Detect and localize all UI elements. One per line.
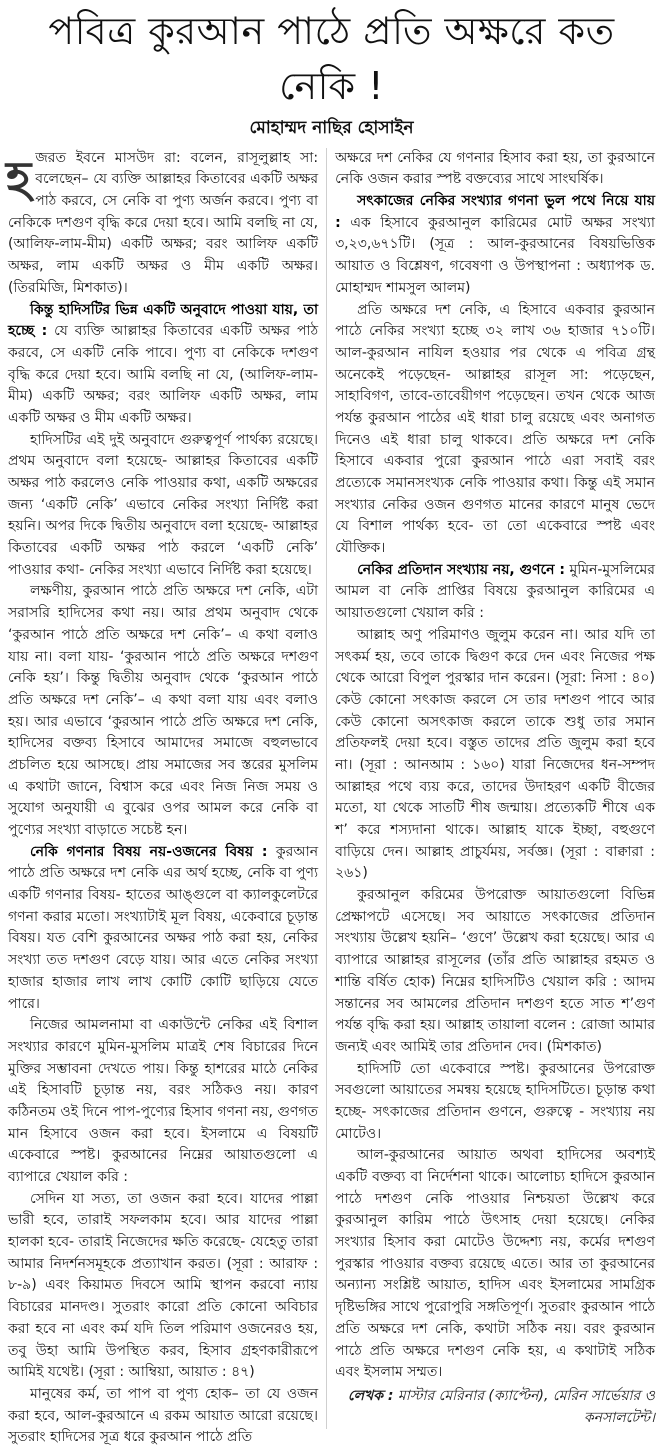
article-header [0,0,663,142]
paragraph-text: জরত ইবনে মাসউদ রা: বলেন, রাসূলুল্লাহ সা: বলেছেন– যে ব্যক্তি আল্লাহর কিতাবের একটি অক্ষর পাঠ করবে, সে নেকি বা পুণ্য অর্জন করবে। পুণ্য বা নেকিকে দশগুণ বৃদ্ধি করে দেয়া হবে। আমি বলছি না যে, (আলিফ-লাম-মীম) একটি অক্ষর; বরং আলিফ একটি অক্ষর, লাম একটি অক্ষর ও মীম একটি অক্ষর। (তিরমিজি, মিশকাত)। [8,149,319,296]
article-body [0,148,663,1449]
paragraph-text: যে ব্যক্তি আল্লাহর কিতাবের একটি অক্ষর পাঠ করবে, সে একটি নেকি পাবে। পুণ্য বা নেকিকে দশগুণ বৃদ্ধি করে দেয়া হবে। আমি বলছি না যে, (আলিফ-লাম-মীম) একটি অক্ষর; বরং আলিফ একটি অক্ষর, লাম একটি অক্ষর ও মীম একটি অক্ষর। [8,323,319,426]
paragraph [8,148,318,300]
paragraph: আল্লাহ অণু পরিমাণও জুলুম করেন না। আর যদি তা সৎকর্ম হয়, তবে তাকে দ্বিগুণ করে দেন এবং নিজের পক্ষ থেকে আরো বিপুল পুরস্কার দান করেন। (সূরা: নিসা : ৪০) কেউ কোনো সৎকাজ করলে সে তার দশগুণ পাবে আর কেউ কোনো অসৎকাজ করলে তাকে শুধু তার সমান প্রতিফলই দেয়া হবে। বস্তুত তাদের প্রতি জুলুম করা হবে না। (সূরা : আনআম : ১৬০) যারা নিজেদের ধন-সম্পদ আল্লাহর পথে ব্যয় করে, তাদের উদাহরণ একটি বীজের মতো, যা থেকে সাতটি শীষ জন্মায়। প্রত্যেকটি শীষে এক শ’ করে শস্যদানা থাকে। আল্লাহ যাকে ইচ্ছা, বহুগুণে বাড়িয়ে দেন। আল্লাহ প্রাচুর্যময়, সর্বজ্ঞ। (সূরা : বাক্বারা : ২৬১) [335,626,655,882]
subheading: নেকির প্রতিদান সংখ্যায় নয়, গুণনে : [357,561,565,578]
author-credentials: মাস্টার মেরিনার (ক্যাপ্টেন), মেরিন সার্ভেয়ার ও কনসালটেন্ট। [393,1387,655,1426]
author-label: লেখক : [347,1387,394,1404]
paragraph-text: মুমিন-মুসলিমের আমল বা নেকি প্রাপ্তির বিষয়ে কুরআনুল কারিমের এ আয়াতগুলো খেয়াল করি : [335,561,655,622]
left-column [8,148,326,1449]
author-byline: মোহাম্মদ নাছির হোসাইন [249,118,414,139]
paragraph: সেদিন যা সত্য, তা ওজন করা হবে। যাদের পাল্লা ভারী হবে, তারাই সফলকাম হবে। আর যাদের পাল্লা হালকা হবে- তারাই নিজেদের ক্ষতি করেছে- যেহেতু তারা আমার নিদর্শনসমূহকে প্রত্যাখান করত। (সূরা : আরাফ : ৮-৯) এবং কিয়ামত দিবসে আমি স্থাপন করবো ন্যায় বিচারের মানদণ্ড। সুতরাং কারো প্রতি কোনো অবিচার করা হবে না এবং কর্ম যদি তিল পরিমাণ ওজনেরও হয়, তবু উহা আমি উপস্থিত করব, হিসাব গ্রহণকারীরূপে আমিই যথেষ্ট। (সূরা : আম্বিয়া, আয়াত : ৪৭) [8,1190,319,1381]
article-title: পবিত্র কুরআন পাঠে প্রতি অক্ষরে কত নেকি ! [48,9,615,109]
drop-cap: হ [6,150,32,207]
paragraph: মানুষের কর্ম, তা পাপ বা পুণ্য হোক– তা যে ওজন করা হবে, আল-কুরআনে এ রকম আয়াত আরো রয়েছে। সুতরাং হাদিসের সূত্র ধরে কুরআন পাঠে প্রতি [8,1385,319,1446]
subheading: সৎকাজের নেকির সংখ্যার গণনা ভুল পথে নিয়ে যায় : [335,193,655,231]
paragraph [8,842,318,1016]
author-note [335,1386,655,1429]
paragraph: লক্ষণীয়, কুরআন পাঠে প্রতি অক্ষরে দশ নেকি, এটা সরাসরি হাদিসের কথা নয়। আর প্রথম অনুবাদ থেকে ‘কুরআন পাঠে প্রতি অক্ষরে দশ নেকি’– এ কথা বলাও যায় না। বলা যায়- ‘কুরআন পাঠে প্রতি অক্ষরে দশগুণ নেকি হয়’। কিন্তু দ্বিতীয় অনুবাদ থেকে ‘কুরআন পাঠে প্রতি অক্ষরে দশ নেকি’– এ কথা বলা যায় এবং বলাও হয়। আর এভাবে ‘কুরআন পাঠে প্রতি অক্ষরে দশ নেকি, হাদিসের বক্তব্য হিসাবে আমাদের সমাজে বহুলভাবে প্রচলিত হয়ে আসছে। প্রায় সমাজের সব স্তরের মুসলিম এ কথাটা জানে, বিশ্বাস করে এবং নিজ নিজ সময় ও সুযোগ অনুযায়ী এ বুঝের ওপর আমল করে নেকি বা পুণ্যের সংখ্যা বাড়াতে সচেষ্ট হন। [8,583,319,838]
paragraph-text: কুরআন পাঠে প্রতি অক্ষরে দশ নেকি এর অর্থ হচ্ছে, নেকি বা পুণ্য একটি গণনার বিষয়- হাতের আঙ্গুলে বা ক্যালকুলেটরে গণনা করার মতো। সংখ্যাটাই মূল বিষয়, একেবারে চূড়ান্ত বিষয়। যত বেশি কুরআনের অক্ষর পাঠ করা হয়, নেকির সংখ্যা তত দশগুণ বেড়ে যায়। আর এতে নেকির সংখ্যা হাজার হাজার লাখ লাখ কোটি কোটি ছাড়িয়ে যেতে পারে। [8,843,319,1012]
paragraph [335,191,655,299]
subheading: কিন্তু হাদিসটির ভিন্ন একটি অনুবাদে পাওয়া যায়, তা হচ্ছে : [8,301,319,340]
paragraph: কুরআনুল করিমের উপরোক্ত আয়াতগুলো বিভিন্ন প্রেক্ষাপটে এসেছে। সব আয়াতে সৎকাজের প্রতিদান সংখ্যায় উল্লেখ হয়নি– ‘গুণে’ উল্লেখ করা হয়েছে। আর এ ব্যাপারে আল্লাহর রাসূলের (তাঁর প্রতি আল্লাহর রহমত ও শান্তি বর্ষিত হোক) নিম্নের হাদিসটিও খেয়াল করি : আদম সন্তানের সব আমলের প্রতিদান দশগুণ হতে সাত শ’গুণ পর্যন্ত বৃদ্ধি করা হয়। আল্লাহ তায়ালা বলেন : রোজা আমার জন্যই এবং আমিই তার প্রতিদান দেব। (মিশকাত) [335,887,655,1055]
paragraph: হাদিসটির এই দুই অনুবাদে গুরুত্বপূর্ণ পার্থক্য রয়েছে। প্রথম অনুবাদে বলা হয়েছে- আল্লাহর কিতাবের একটি অক্ষর পাঠ করলেও নেকি পাওয়ার কথা, একটি অক্ষরের জন্য ‘একটি নেকি’ এভাবে নেকির সংখ্যা নির্দিষ্ট করা হয়নি। অপর দিকে দ্বিতীয় অনুবাদে বলা হয়েছে- আল্লাহর কিতাবের একটি অক্ষর পাঠ করলে ‘একটি নেকি’ পাওয়ার কথা- নেকির সংখ্যা এভাবে নির্দিষ্ট করা হয়েছে। [8,431,319,578]
paragraph [8,300,318,430]
paragraph: প্রতি অক্ষরে দশ নেকি, এ হিসাবে একবার কুরআন পাঠে নেকির সংখ্যা হচ্ছে ৩২ লাখ ৩৬ হাজার ৭১০টি। আল-কুরআন নাযিল হওয়ার পর থেকে এ পবিত্র গ্রন্থ অনেকেই পড়েছেন- আল্লাহর রাসূল সা: পড়েছেন, সাহাবিগণ, তাবে-তাবেয়ীগণ পড়েছেন। তখন থেকে আজ পর্যন্ত কুরআন পাঠের এই ধারা চালু রয়েছে এবং অনাগত দিনেও এই ধারা চালু থাকবে। প্রতি অক্ষরে দশ নেকি হিসাবে একবার পুরো কুরআন পাঠে এরা সবাই বরং প্রত্যেকে সমানসংখ্যক নেকি পাওয়ার কথা। কিন্তু এই সমান সংখ্যার নেকির ওজন গুণগত মানের কারণে মানুষ ভেদে যে বিশাল পার্থক্য হবে- তা তো একেবারে স্পষ্ট এবং যৌক্তিক। [335,301,655,557]
paragraph: হাদিসটি তো একেবারে স্পষ্ট। কুরআনের উপরোক্ত সবগুলো আয়াতের সমন্বয় হয়েছে হাদিসটিতে। চূড়ান্ত কথা হচ্ছে- সৎকাজের প্রতিদান গুণনে, গুরুত্বে - সংখ্যায় নয় মোটেও। [335,1060,655,1142]
subheading: নেকি গণনার বিষয় নয়-ওজনের বিষয় : [30,843,268,860]
paragraph: নিজের আমলনামা বা একাউন্টে নেকির এই বিশাল সংখ্যার কারণে মুমিন-মুসলিম মাত্রই শেষ বিচারের দিনে মুক্তির সম্ভাবনা দেখতে পায়। কিন্তু হাশরের মাঠে নেকির এই হিসাবটি চূড়ান্ত নয়, বরং সঠিকও নয়। কারণ কঠিনতম ওই দিনে পাপ-পুণ্যের হিসাব গণনা নয়, গুণগত মান হিসাবে ওজন করা হবে। ইসলামে এ বিষয়টি একেবারে স্পষ্ট। কুরআনের নিম্নের আয়াতগুলো এ ব্যাপারে খেয়াল করি : [8,1017,319,1185]
paragraph-text: এক হিসাবে কুরআনুল কারিমের মোট অক্ষর সংখ্যা ৩,২৩,৬৭১টি। (সূত্র : আল-কুরআনের বিষয়ভিত্তিক আয়াত ও বিশ্লেষণ, গবেষণা ও উপস্থাপনা : অধ্যাপক ড. মোহাম্মদ শামসুল আলম) [335,214,655,296]
paragraph-continued: অক্ষরে দশ নেকির যে গণনার হিসাব করা হয়, তা কুরআনে নেকি ওজন করার স্পষ্ট বক্তব্যের সাথে সাংঘর্ষিক। [335,149,655,188]
paragraph [335,560,655,625]
right-column [326,148,655,1430]
paragraph: আল-কুরআনের আয়াত অথবা হাদিসের অবশ্যই একটি বক্তব্য বা নির্দেশনা থাকে। আলোচ্য হাদিসে কুরআন পাঠে দশগুণ নেকি পাওয়ার নিশ্চয়তা উল্লেখ করে কুরআনুল কারিম পাঠে উৎসাহ দেয়া হয়েছে। নেকির সংখ্যার হিসাব করা মোটেও উদ্দেশ্য নয়, কর্মের দশগুণ পুরস্কার পাওয়ার বক্তব্য রয়েছে এতে। আর তা কুরআনের অন্যান্য সংশ্লিষ্ট আয়াত, হাদিস এবং ইসলামের সামগ্রিক দৃষ্টিভঙ্গির সাথে পুরোপুরি সঙ্গতিপূর্ণ। সুতরাং কুরআন পাঠে প্রতি অক্ষরে দশ নেকি, কথাটা সঠিক নয়। বরং কুরআন পাঠে প্রতি অক্ষরে দশগুণ নেকি হয়, এ কথাটাই সঠিক এবং ইসলাম সম্মত। [335,1147,655,1381]
